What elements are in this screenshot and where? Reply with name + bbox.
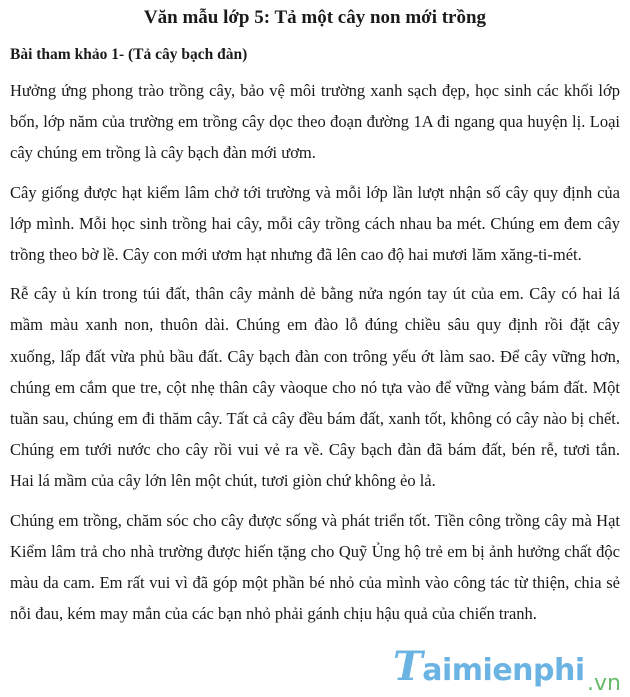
watermark-initial: T	[393, 643, 423, 690]
document-subtitle: Bài tham khảo 1- (Tả cây bạch đàn)	[10, 46, 248, 63]
watermark-text: aimienphi	[422, 653, 585, 688]
paragraph-4: Chúng em trồng, chăm sóc cho cây được sống và phát triển tốt. Tiền công trồng cây mà Hạt Kiểm lâm trả cho nhà trường được hiến tặng cho Quỹ Ủng hộ trẻ em bị ảnh hưởng chất độc màu da cam. Em rất vui vì đã góp một phần bé nhỏ của mình vào công tác từ thiện, chia sẻ nỗi đau, kém may mắn của các bạn nhỏ phải gánh chịu hậu quả của chiến tranh.	[10, 510, 620, 624]
paragraph-3: Rễ cây ủ kín trong túi đất, thân cây mảnh dẻ bằng nửa ngón tay út của em. Cây có hai lá mầm màu xanh non, thuôn dài. Chúng em đào lỗ đúng chiều sâu quy định rồi đặt cây xuống, lấp đất vừa phủ bầu đất. Cây bạch đàn con trông yếu ớt làm sao. Để cây vững hơn, chúng em cắm que tre, cột nhẹ thân cây vàoque cho nó tựa vào để vững vàng bám đất. Một tuần sau, chúng em đi thăm cây. Tất cả cây đều bám đất, xanh tốt, không có cây nào bị chết. Chúng em tưới nước cho cây rồi vui vẻ ra về. Cây bạch đàn đã bám đất, bén rễ, tươi tắn. Hai lá mầm của cây lớn lên một chút, tươi giòn chứ không ẻo lả.	[10, 284, 620, 491]
taimienphi-watermark-logo	[393, 643, 625, 697]
watermark-main-text	[393, 643, 585, 690]
paragraph-2: Cây giống được hạt kiểm lâm chở tới trường và mỗi lớp lần lượt nhận số cây quy định của lớp mình. Mỗi học sinh trồng hai cây, mỗi cây trồng cách nhau ba mét. Chúng em đem cây trồng theo bờ lề. Cây con mới ươm hạt nhưng đã lên cao độ hai mươi lăm xăng-ti-mét.	[10, 182, 620, 265]
watermark-suffix: .vn	[587, 671, 621, 696]
paragraph-1: Hưởng ứng phong trào trồng cây, bảo vệ môi trường xanh sạch đẹp, học sinh các khối lớp bốn, lớp năm của trường em trồng cây dọc theo đoạn đường 1A đi ngang qua huyện lị. Loại cây chúng em trồng là cây bạch đàn mới ươm.	[10, 81, 620, 163]
document-title: Văn mẫu lớp 5: Tả một cây non mới trồng	[143, 7, 487, 28]
